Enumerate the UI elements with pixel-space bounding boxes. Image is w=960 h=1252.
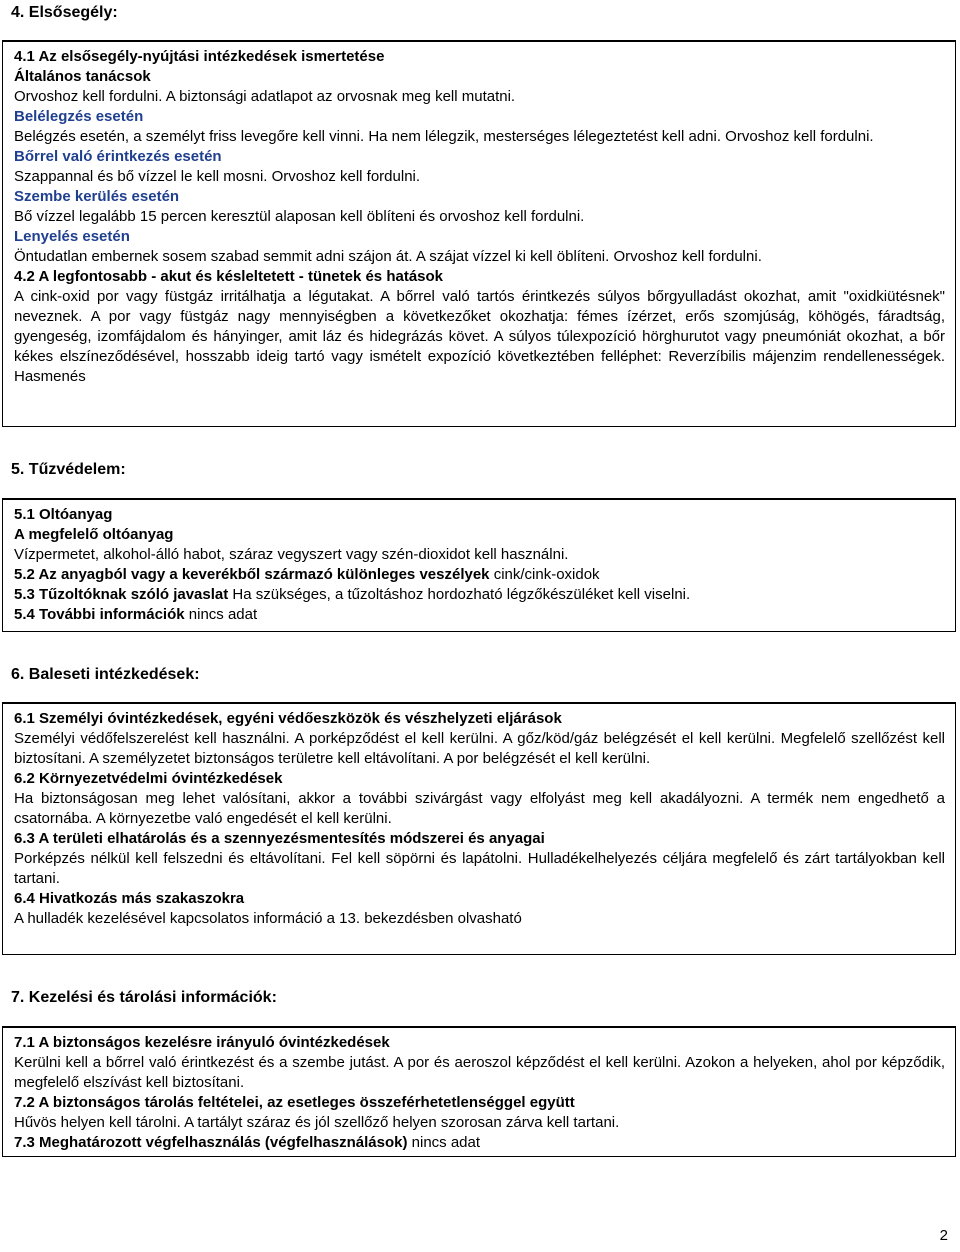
section-7-title: 7. Kezelési és tárolási információk: [11,989,277,1006]
s7-3-heading: 7.3 Meghatározott végfelhasználás (végfelhasználások) [14,1134,408,1151]
s6-3-text: Porképzés nélkül kell felszedni és eltávolítani. Fel kell söpörni és lapátolni. Hulladékelhelyezés céljára megfelelő és zárt tartályokban kell tartani. [14,850,945,887]
s4-2-text: A cink-oxid por vagy füstgáz irritálhatja a légutakat. A bőrrel való tartós érintkezés súlyos bőrgyulladást okozhat, amit "oxidkiütésnek" neveznek. A por vagy füstgáz nagy mennyiségben a következőket okozhatja: fémes ízérzet, erős szomjúság, köhögés, fáradtság, gyengeség, izomfájdalom és hányinger, amit láz és hidegrázás követ. A súlyos túlexpozíció hörghurutot vagy pneumóniát okozhat, a bőr kékes elszíneződésével, hosszabb ideig tartó vagy ismételt expozíció következtében felléphet: Reverzíbilis májenzim rendellenességek. Hasmenés [14,288,945,385]
section-4-box [2,40,956,427]
s6-1-text: Személyi védőfelszerelést kell használni. A porképződést el kell kerülni. A gőz/köd/gáz belégzését el kell kerülni. Megfelelő szellőzést kell biztosítani. A személyzetet biztonságos területre kell eltávolítani. A por belégzését el kell kerülni. [14,730,945,767]
suitable-media-heading: A megfelelő oltóanyag [14,526,174,543]
suitable-media-text: Vízpermetet, alkohol-álló habot, száraz vegyszert vagy szén-dioxidot kell használni. [14,546,569,563]
s5-4-heading: 5.4 További információk [14,606,185,623]
s6-4-text: A hulladék kezelésével kapcsolatos információ a 13. bekezdésben olvasható [14,910,522,927]
ingestion-text: Öntudatlan embernek sosem szabad semmit adni szájon át. A szájat vízzel ki kell öblíteni. Orvoshoz kell fordulni. [14,248,762,265]
s6-1-heading: 6.1 Személyi óvintézkedések, egyéni védőeszközök és vészhelyzeti eljárások [14,710,562,727]
s6-2-heading: 6.2 Környezetvédelmi óvintézkedések [14,770,283,787]
s4-2-heading: 4.2 A legfontosabb - akut és késleltetett - tünetek és hatások [14,268,444,285]
page-number: 2 [939,1227,948,1244]
s7-2-heading: 7.2 A biztonságos tárolás feltételei, az esetleges összeférhetetlenséggel együtt [14,1094,575,1111]
section-4-title: 4. Elsősegély: [11,4,118,21]
s4-1-heading: 4.1 Az elsősegély-nyújtási intézkedések ismertetése [14,48,385,65]
section-5-title: 5. Tűzvédelem: [11,461,126,478]
s6-3-heading: 6.3 A területi elhatárolás és a szennyezésmentesítés módszerei és anyagai [14,830,545,847]
s7-1-heading: 7.1 A biztonságos kezelésre irányuló óvintézkedések [14,1034,390,1051]
s5-3-heading: 5.3 Tűzoltóknak szóló javaslat [14,586,229,603]
inhalation-text: Belégzés esetén, a személyt friss levegőre kell vinni. Ha nem lélegzik, mesterséges lélegeztetést kell adni. Orvoshoz kell fordulni. [14,128,874,145]
section-6-box [2,702,956,955]
s5-2-text: cink/cink-oxidok [493,566,600,583]
s5-3-line [14,585,945,605]
s5-1-heading: 5.1 Oltóanyag [14,506,113,523]
skin-contact-heading: Bőrrel való érintkezés esetén [14,148,222,165]
skin-contact-text: Szappannal és bő vízzel le kell mosni. Orvoshoz kell fordulni. [14,168,421,185]
general-advice-text: Orvoshoz kell fordulni. A biztonsági adatlapot az orvosnak meg kell mutatni. [14,88,516,105]
section-5-box [2,498,956,632]
s5-4-text: nincs adat [188,606,258,623]
s5-2-heading: 5.2 Az anyagból vagy a keverékből származó különleges veszélyek [14,566,490,583]
s7-3-text: nincs adat [411,1134,481,1151]
s5-2-line [14,565,945,585]
section-7-box [2,1026,956,1157]
s7-2-text: Hűvös helyen kell tárolni. A tartályt száraz és jól szellőző helyen szorosan zárva kell tartani. [14,1114,620,1131]
inhalation-heading: Belélegzés esetén [14,108,144,125]
s6-4-heading: 6.4 Hivatkozás más szakaszokra [14,890,245,907]
eye-contact-heading: Szembe kerülés esetén [14,188,180,205]
s5-3-text: Ha szükséges, a tűzoltáshoz hordozható légzőkészüléket kell viselni. [232,586,691,603]
s7-1-text: Kerülni kell a bőrrel való érintkezést és a szembe jutást. A por és aeroszol képződést el kell kerülni. Azokon a helyeken, ahol por képződik, megfelelő elszívást kell biztosítani. [14,1054,945,1091]
ingestion-heading: Lenyelés esetén [14,228,130,245]
s5-4-line [14,605,945,625]
section-6-title: 6. Baleseti intézkedések: [11,666,200,683]
eye-contact-text: Bő vízzel legalább 15 percen keresztül alaposan kell öblíteni és orvoshoz kell fordulni. [14,208,585,225]
s6-2-text: Ha biztonságosan meg lehet valósítani, akkor a további szivárgást vagy elfolyást meg kell akadályozni. A termék nem engedhető a csatornába. A környezetbe való engedését el kell kerülni. [14,790,945,827]
general-advice-heading: Általános tanácsok [14,68,151,85]
s7-3-line [14,1133,945,1153]
